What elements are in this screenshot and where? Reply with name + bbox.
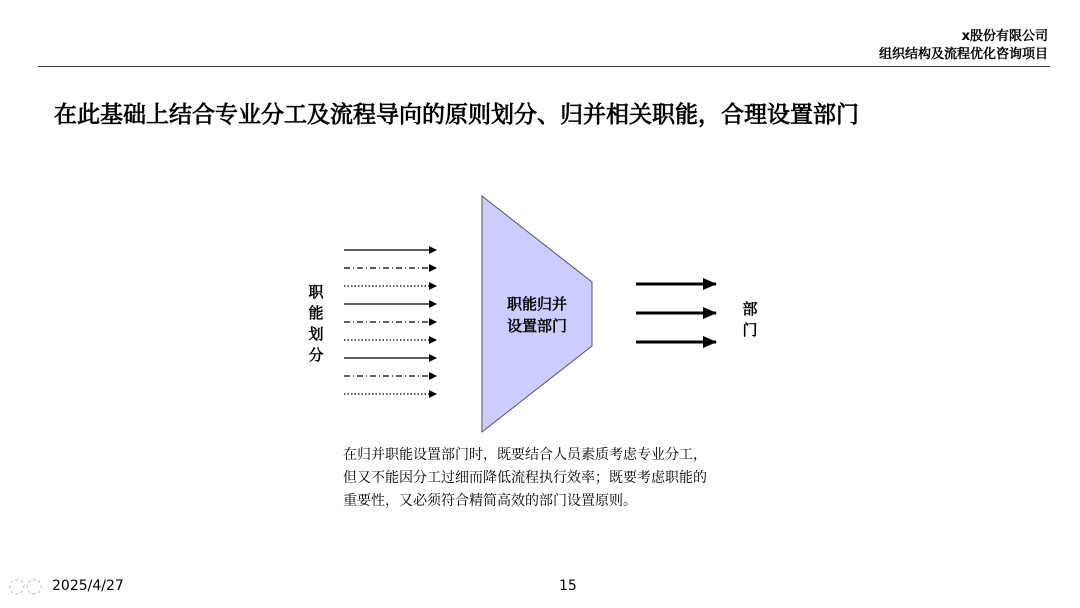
slide-title: 在此基础上结合专业分工及流程导向的原则划分、归并相关职能，合理设置部门 — [54, 102, 859, 128]
left-label-functions: 职 能 划 分 — [308, 283, 324, 364]
project-name: 组织结构及流程优化咨询项目 — [878, 47, 1048, 62]
output-arrows — [636, 284, 716, 342]
merge-label: 职能归并 设置部门 — [506, 295, 567, 335]
page-number: 15 — [559, 578, 577, 594]
watermark-logo: ◌◌ — [8, 573, 43, 597]
input-arrows — [344, 250, 436, 394]
description-text: 在归并职能设置部门时，既要结合人员素质考虑专业分工，但又不能因分工过细而降低流程执行效率；既要考虑职能的重要性，又必须符合精简高效的部门设置原则。 — [343, 447, 707, 509]
company-name: x股份有限公司 — [961, 29, 1048, 44]
footer-date: 2025/4/27 — [52, 578, 124, 594]
right-label-departments: 部 门 — [742, 300, 758, 339]
